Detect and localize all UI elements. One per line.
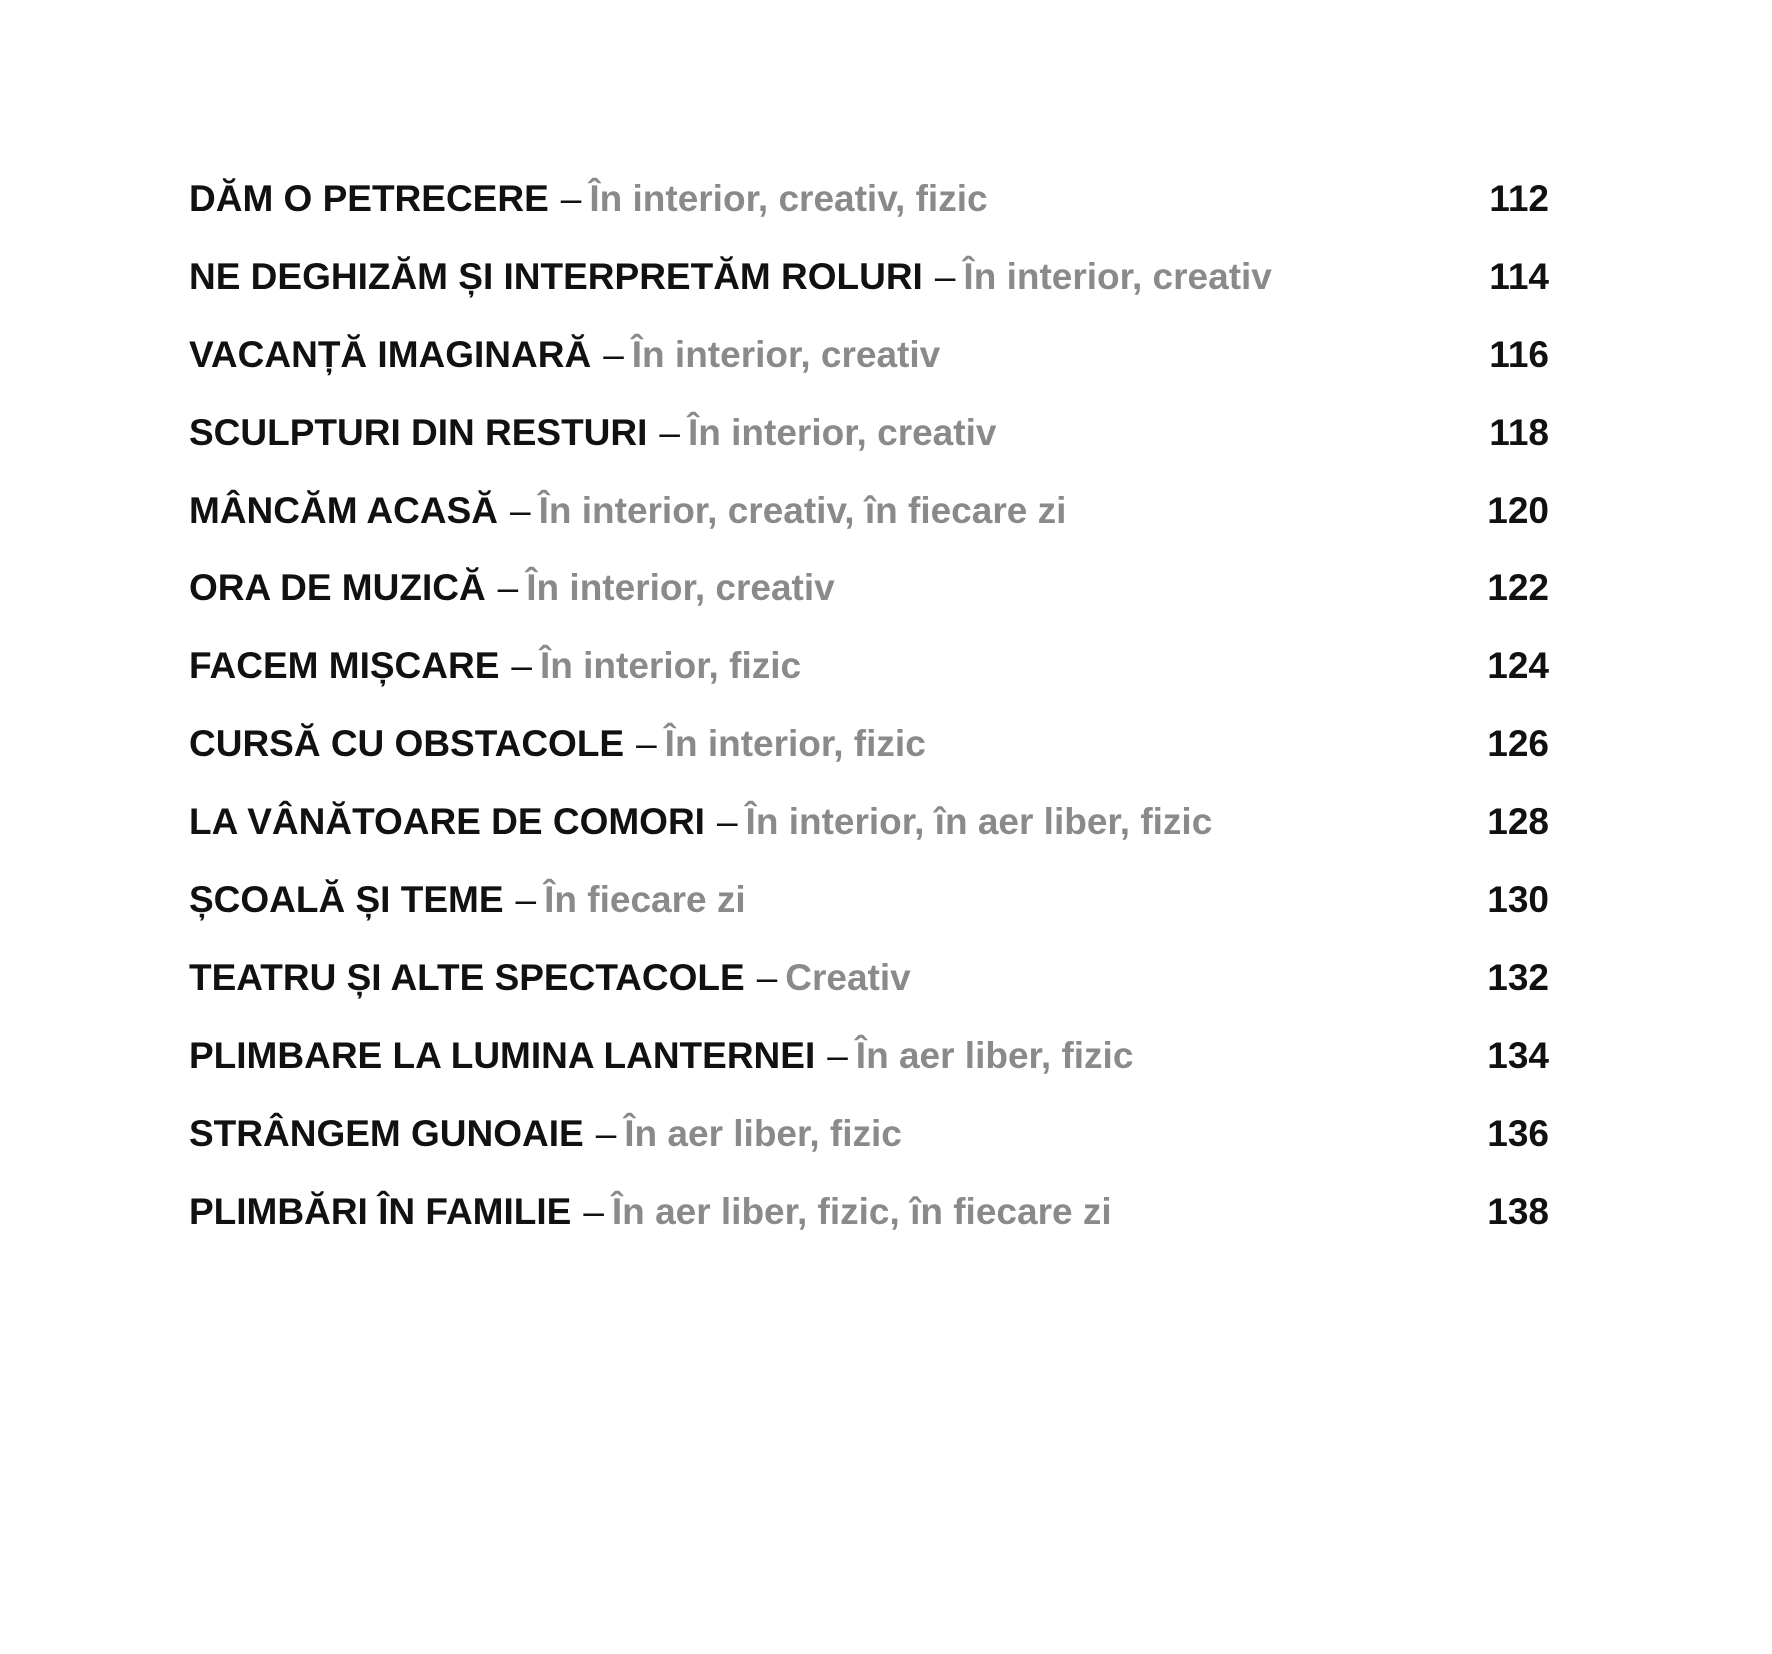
toc-entry: [189, 567, 1549, 645]
toc-entry-page-number: 124: [1487, 645, 1549, 687]
toc-entry: [189, 723, 1549, 801]
toc-entry-text: [189, 1112, 902, 1154]
toc-entry: [189, 1035, 1549, 1113]
toc-entry-title: TEATRU ȘI ALTE SPECTACOLE: [189, 956, 745, 998]
toc-entry-page-number: 138: [1487, 1190, 1549, 1232]
toc-entry-page-number: 134: [1487, 1034, 1549, 1076]
toc-separator: –: [934, 255, 956, 297]
toc-entry-tags: În aer liber, fizic: [624, 1112, 902, 1154]
toc-entry-text: [189, 645, 802, 687]
toc-separator: –: [603, 333, 624, 375]
toc-entry-page-number: 130: [1487, 879, 1549, 921]
toc-entry-tags: În interior, fizic: [664, 723, 926, 765]
toc-entry-title: VACANȚĂ IMAGINARĂ: [189, 333, 592, 375]
toc-entry-title: ȘCOALĂ ȘI TEME: [189, 879, 504, 921]
toc-entry-page-number: 136: [1487, 1112, 1549, 1154]
toc-separator: –: [659, 411, 680, 453]
toc-entry: [189, 957, 1549, 1035]
toc-entry-text: [189, 489, 1067, 531]
toc-entry-title: MÂNCĂM ACASĂ: [189, 489, 498, 531]
toc-entry-title: CURSĂ CU OBSTACOLE: [189, 723, 625, 765]
toc-entry-tags: În interior, creativ: [687, 411, 997, 453]
toc-entry-title: NE DEGHIZĂM ȘI INTERPRETĂM ROLURI: [189, 255, 923, 297]
toc-entry-page-number: 114: [1489, 255, 1549, 297]
toc-entry: [189, 334, 1549, 412]
toc-entry-title: DĂM O PETRECERE: [189, 178, 549, 219]
toc-separator: –: [827, 1034, 848, 1076]
toc-entry: [189, 879, 1549, 957]
toc-entry-tags: În interior, creativ: [963, 255, 1272, 297]
toc-separator: –: [497, 567, 519, 609]
toc-entry-text: [189, 411, 997, 453]
toc-entry-tags: În aer liber, fizic: [855, 1034, 1134, 1076]
toc-entry-title: SCULPTURI DIN RESTURI: [189, 411, 648, 453]
toc-entry: [189, 645, 1549, 723]
toc-entry-title: FACEM MIȘCARE: [189, 645, 500, 687]
toc-entry: [189, 801, 1549, 879]
toc-entry-page-number: 126: [1487, 723, 1549, 765]
toc-entry-tags: În fiecare zi: [544, 879, 746, 921]
toc-entry-text: [189, 801, 1213, 843]
toc-entry: [189, 490, 1549, 568]
toc-entry: [189, 412, 1549, 490]
toc-entry-title: STRÂNGEM GUNOAIE: [189, 1112, 584, 1154]
toc-entry-title: ORA DE MUZICĂ: [189, 567, 486, 609]
toc-entry-title: LA VÂNĂTOARE DE COMORI: [189, 801, 705, 843]
toc-entry-text: [189, 567, 835, 609]
toc-entry-tags: În interior, fizic: [539, 645, 802, 687]
toc-entry-text: [189, 1034, 1134, 1076]
table-of-contents: [189, 178, 1549, 1268]
toc-separator: –: [595, 1112, 617, 1154]
toc-entry-text: [189, 956, 911, 998]
toc-entry-page-number: 118: [1489, 411, 1549, 453]
toc-separator: –: [515, 879, 537, 921]
toc-separator: –: [510, 489, 531, 531]
toc-entry-text: [189, 180, 988, 217]
toc-entry-page-number: 116: [1489, 333, 1549, 375]
toc-entry-text: [189, 1190, 1112, 1232]
toc-separator: –: [636, 723, 657, 765]
toc-entry-tags: În interior, în aer liber, fizic: [745, 801, 1213, 843]
toc-separator: –: [716, 801, 738, 843]
toc-entry-page-number: 122: [1487, 567, 1549, 609]
toc-entry: [189, 1113, 1549, 1191]
toc-entry-title: PLIMBĂRI ÎN FAMILIE: [189, 1190, 572, 1232]
toc-entry-tags: În interior, creativ, fizic: [589, 178, 988, 219]
toc-entry-text: [189, 723, 926, 765]
toc-entry-page-number: 112: [1489, 178, 1549, 219]
toc-entry-tags: În interior, creativ: [631, 333, 941, 375]
toc-entry-text: [189, 333, 941, 375]
toc-entry-tags: În aer liber, fizic, în fiecare zi: [611, 1190, 1112, 1232]
toc-entry-tags: În interior, creativ, în fiecare zi: [538, 489, 1067, 531]
toc-separator: –: [756, 956, 778, 998]
toc-entry: [189, 178, 1549, 256]
toc-entry-tags: În interior, creativ: [526, 567, 835, 609]
toc-separator: –: [583, 1190, 604, 1232]
toc-entry-tags: Creativ: [785, 956, 911, 998]
toc-entry-page-number: 132: [1487, 956, 1549, 998]
toc-separator: –: [560, 178, 582, 219]
toc-entry: [189, 1191, 1549, 1269]
toc-entry-title: PLIMBARE LA LUMINA LANTERNEI: [189, 1034, 816, 1076]
toc-entry-page-number: 128: [1487, 801, 1549, 843]
toc-separator: –: [511, 645, 532, 687]
toc-entry-text: [189, 255, 1272, 297]
toc-entry: [189, 256, 1549, 334]
toc-entry-page-number: 120: [1487, 489, 1549, 531]
toc-entry-text: [189, 879, 746, 921]
